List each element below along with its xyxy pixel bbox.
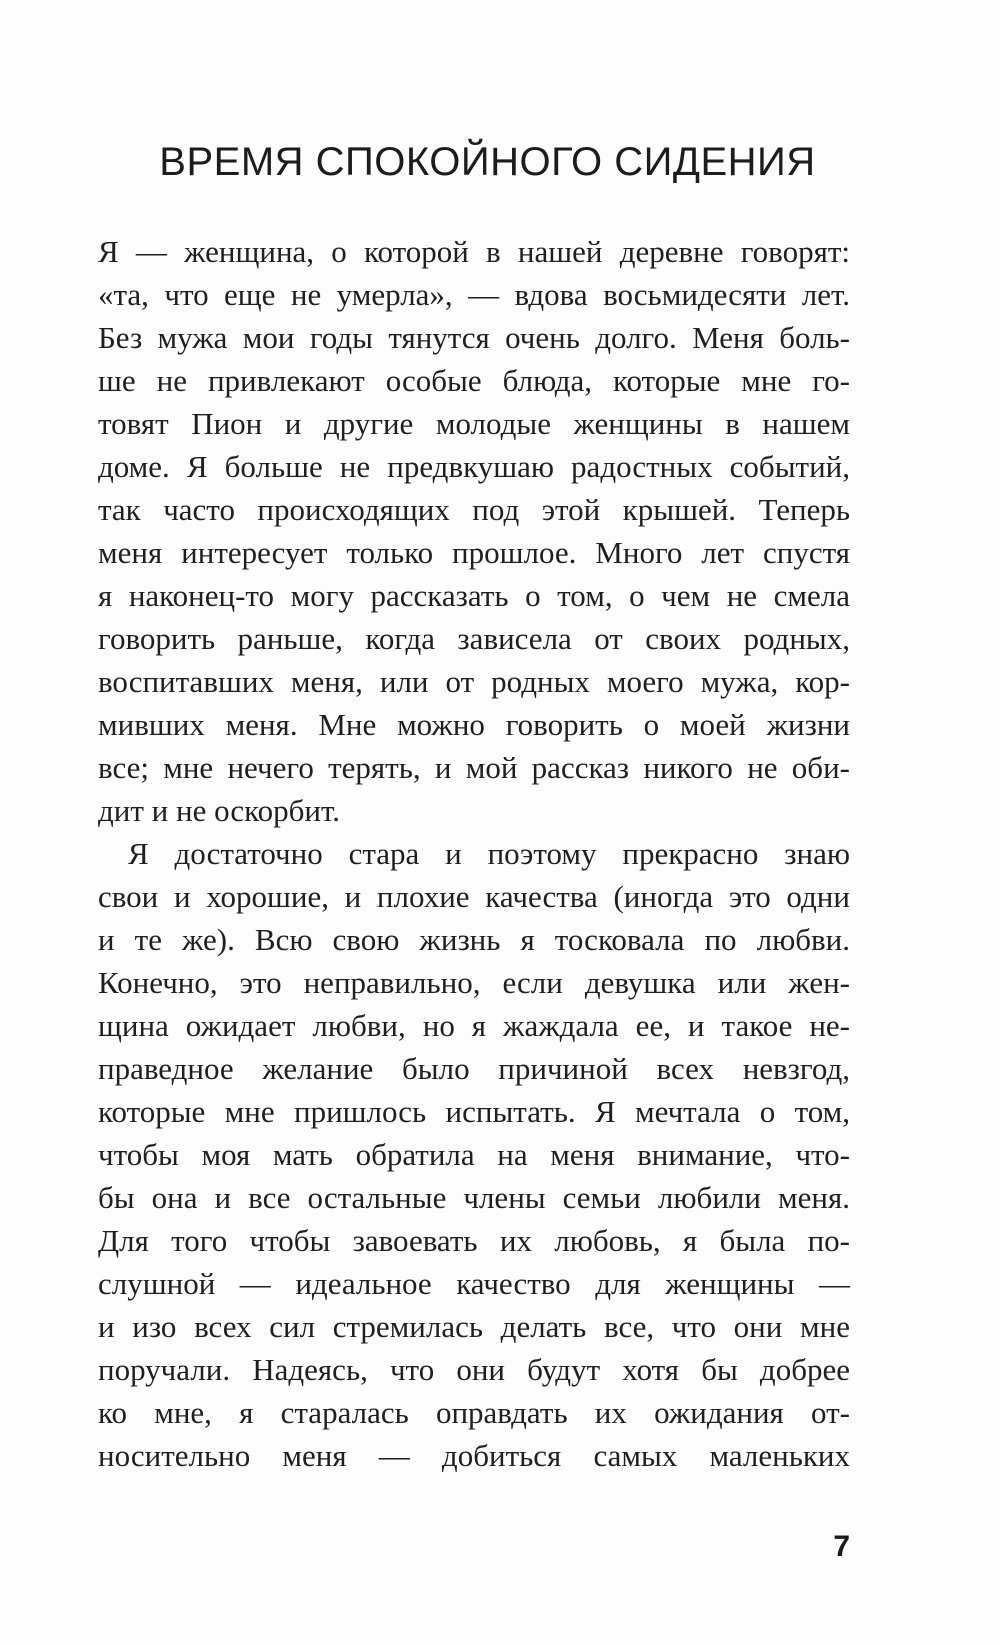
text-line: носительно меня — добиться самых маленьких (98, 1438, 850, 1473)
body-text (98, 230, 850, 1477)
text-line: и изо всех сил стремилась делать все, что они мне (98, 1309, 850, 1344)
text-line: Для того чтобы завоевать их любовь, я была по- (98, 1223, 850, 1258)
text-line: слушной — идеальное качество для женщины — (98, 1266, 850, 1301)
text-line: я наконец-то могу рассказать о том, о чем не смела (98, 578, 850, 613)
text-line: так часто происходящих под этой крышей. Теперь (98, 492, 850, 527)
text-line: свои и хорошие, и плохие качества (иногда это одни (98, 879, 850, 914)
text-line: «та, что еще не умерла», — вдова восьмидесяти лет. (98, 277, 850, 312)
paragraph-2 (98, 832, 850, 1477)
text-line: чтобы моя мать обратила на меня внимание, что- (98, 1137, 850, 1172)
text-line: меня интересует только прошлое. Много лет спустя (98, 535, 850, 570)
text-line: дит и не оскорбит. (98, 793, 340, 828)
chapter-title: ВРЕМЯ СПОКОЙНОГО СИДЕНИЯ (159, 140, 816, 184)
text-line: говорить раньше, когда зависела от своих родных, (98, 621, 850, 656)
text-line: воспитавших меня, или от родных моего мужа, кор- (98, 664, 850, 699)
text-line: доме. Я больше не предвкушаю радостных событий, (98, 449, 850, 484)
text-line: ше не привлекают особые блюда, которые мне го- (98, 363, 850, 398)
text-line: все; мне нечего терять, и мой рассказ никого не оби- (98, 750, 850, 785)
text-line: бы она и все остальные члены семьи любили меня. (98, 1180, 850, 1215)
text-line: ко мне, я старалась оправдать их ожидания от- (98, 1395, 850, 1430)
paragraph-1 (98, 230, 850, 832)
text-line: Я — женщина, о которой в нашей деревне говорят: (98, 234, 850, 269)
text-line: Конечно, это неправильно, если девушка или жен- (98, 965, 850, 1000)
page-number: 7 (833, 1530, 850, 1563)
text-line: товят Пион и другие молодые женщины в нашем (98, 406, 850, 441)
text-line: Без мужа мои годы тянутся очень долго. Меня боль- (98, 320, 850, 355)
text-line: и те же). Всю свою жизнь я тосковала по любви. (98, 922, 850, 957)
text-line: которые мне пришлось испытать. Я мечтала о том, (98, 1094, 850, 1129)
text-line: щина ожидает любви, но я жаждала ее, и такое не- (98, 1008, 850, 1043)
text-line: Я достаточно стара и поэтому прекрасно знаю (128, 836, 850, 871)
text-line: мивших меня. Мне можно говорить о моей жизни (98, 707, 850, 742)
text-line: праведное желание было причиной всех невзгод, (98, 1051, 850, 1086)
text-line: поручали. Надеясь, что они будут хотя бы добрее (98, 1352, 850, 1387)
